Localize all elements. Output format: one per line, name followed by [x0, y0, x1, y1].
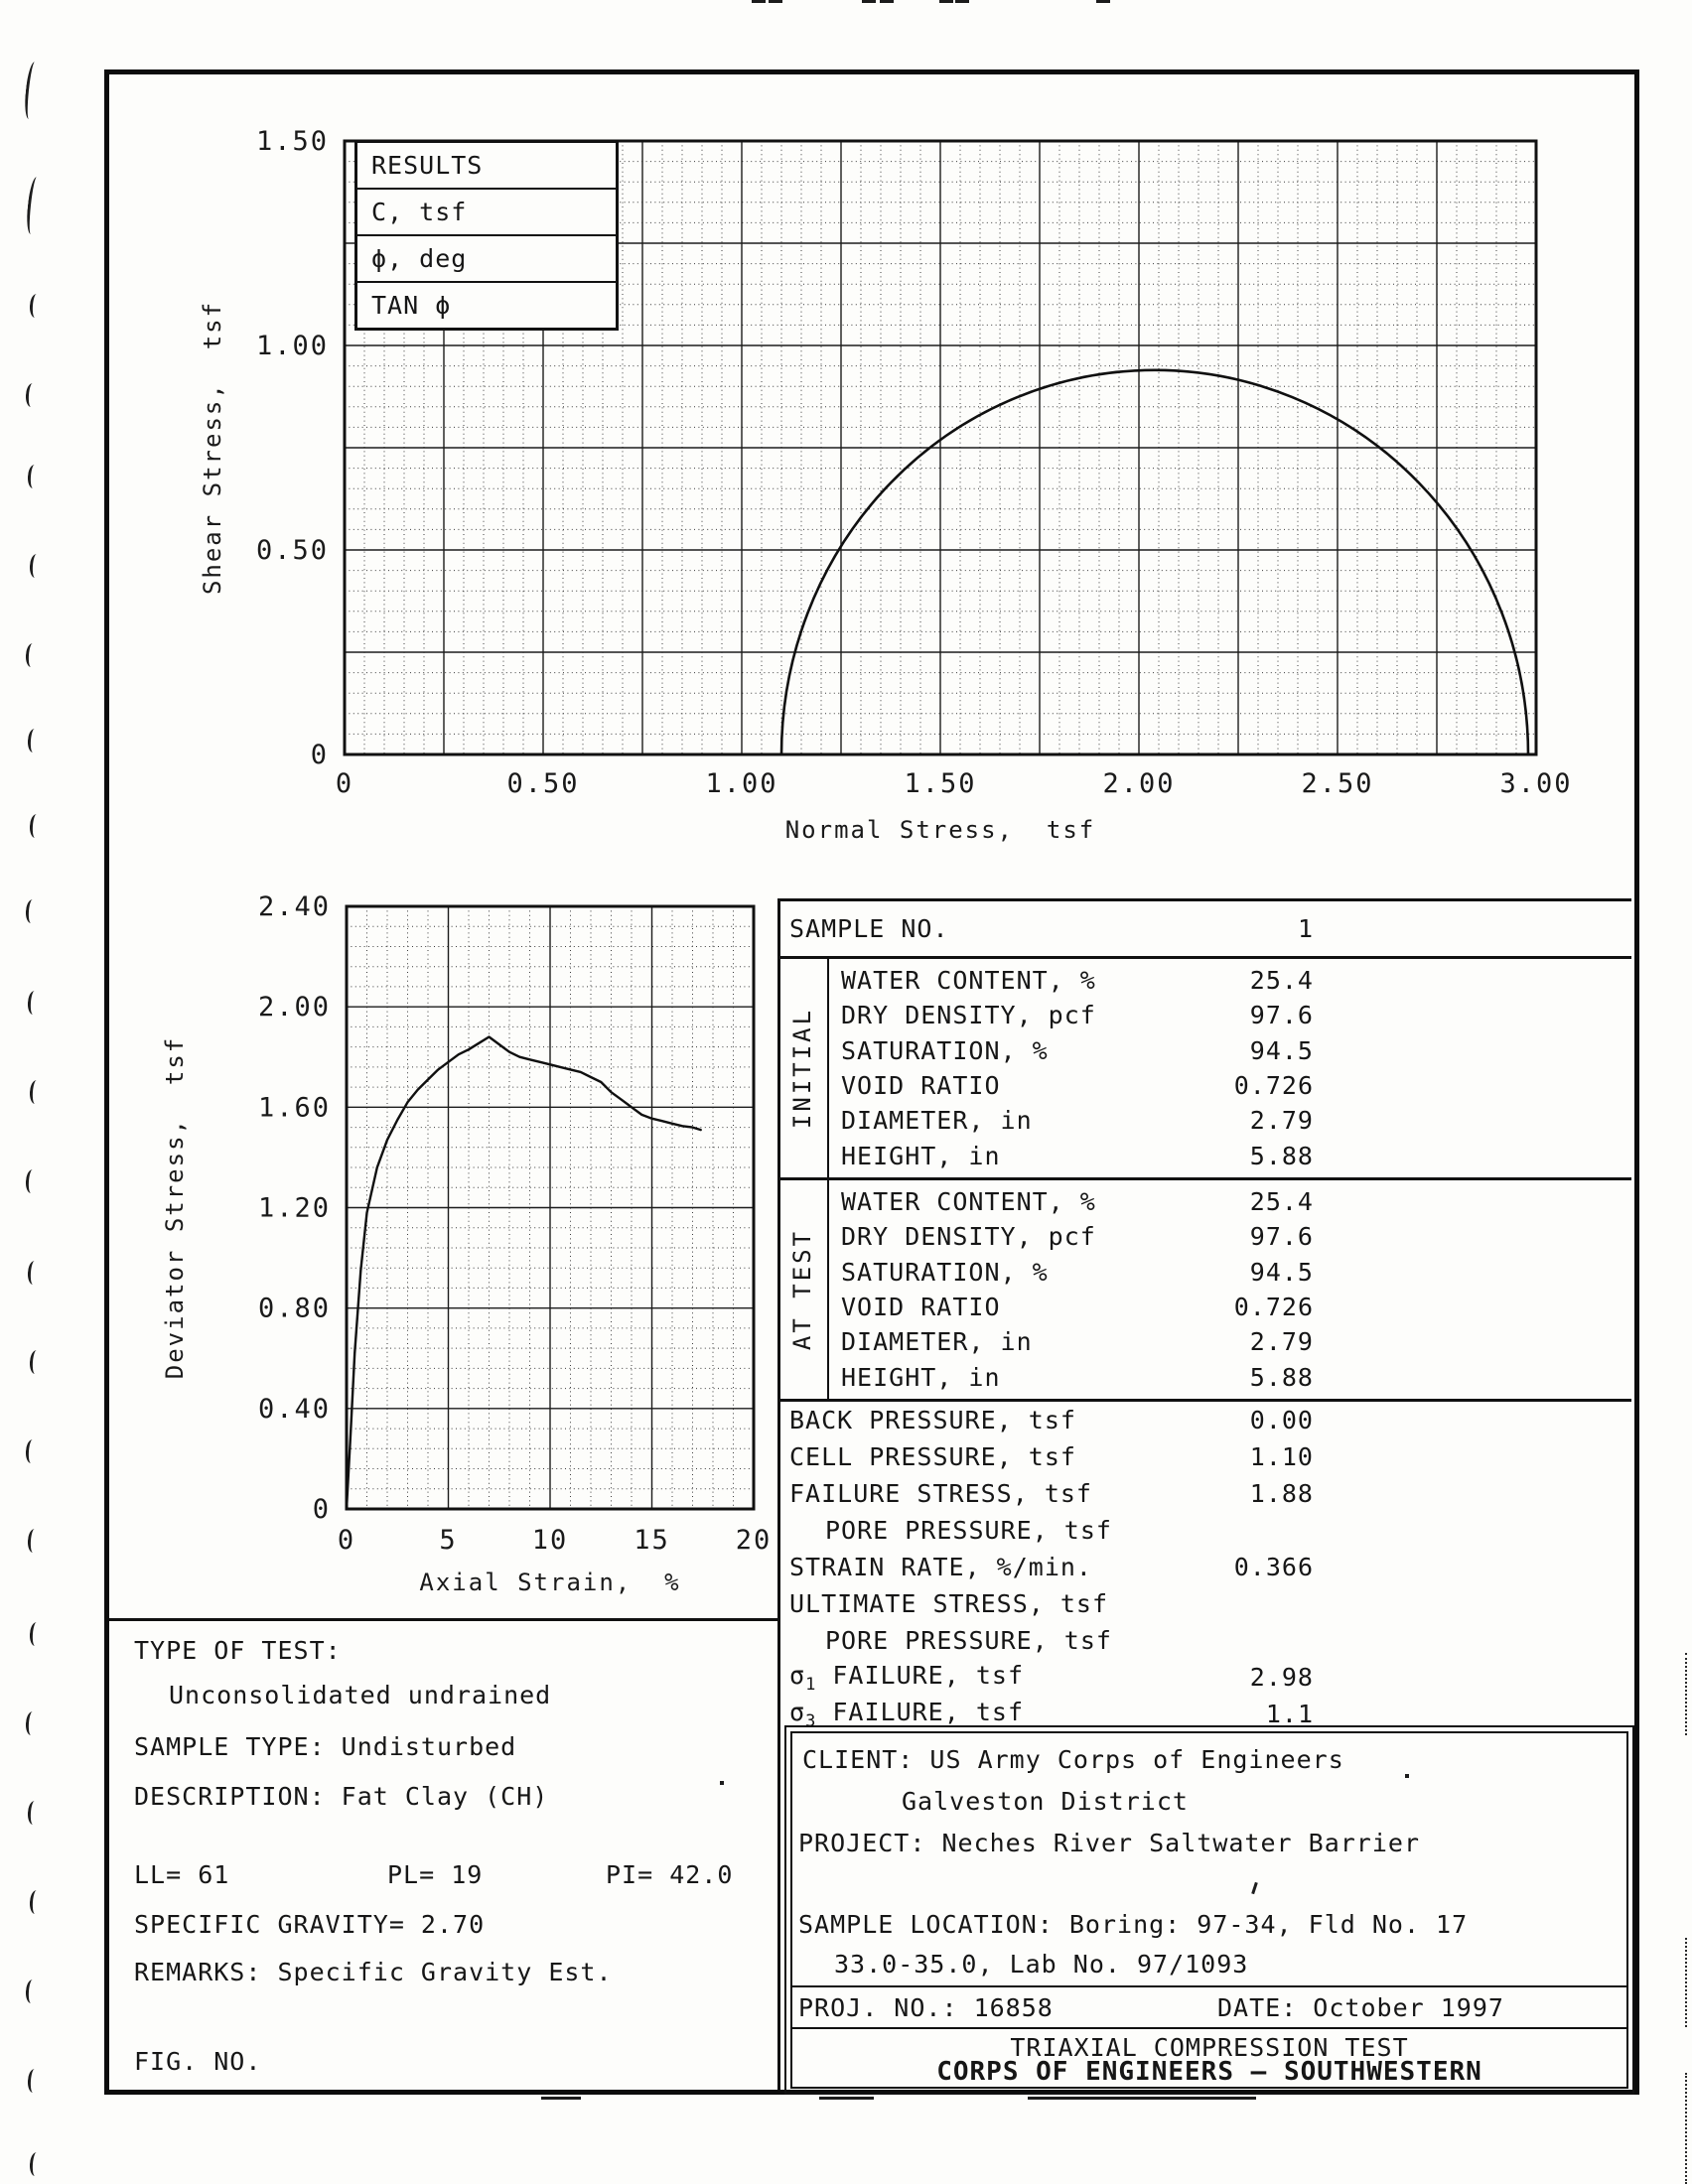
- results-row-tanphi: TAN ϕ: [371, 291, 452, 320]
- scan-artifact-dash: [862, 0, 876, 3]
- y-tick-label: 0: [312, 1494, 331, 1525]
- results-row-phi: ϕ, deg: [357, 236, 616, 283]
- type-of-test-label: TYPE OF TEST:: [134, 1636, 342, 1665]
- client-line: CLIENT: US Army Corps of Engineers: [802, 1745, 1344, 1774]
- initial-group-label: INITIAL: [777, 959, 829, 1177]
- scan-artifact-mark: [25, 1439, 37, 1464]
- x-tick-label: 15: [634, 1525, 670, 1556]
- y-tick-label: 1.60: [257, 1092, 331, 1124]
- results-title: RESULTS: [357, 143, 616, 190]
- x-tick-label: 0: [337, 1525, 356, 1556]
- scan-artifact-mark: [25, 643, 37, 668]
- scan-artifact-speck: [1405, 1774, 1409, 1778]
- results-row-c: C, tsf: [357, 190, 616, 236]
- client-title-box: [784, 1725, 1634, 2095]
- y-tick-label: 0.80: [257, 1293, 331, 1324]
- x-tick-label: 5: [439, 1525, 458, 1556]
- table-row: WATER CONTENT, % 25.4: [841, 966, 1314, 996]
- scan-artifact-mark: [27, 729, 39, 753]
- scan-artifact-dotted-line: [1685, 1938, 1687, 2027]
- scan-artifact-dash: [819, 2097, 874, 2100]
- pressure-results-rows: [777, 1402, 1631, 1732]
- scan-artifact-mark: [25, 1979, 37, 2004]
- x-tick-label: 1.50: [904, 768, 977, 799]
- table-row: CELL PRESSURE, tsf 1.10: [789, 1442, 1314, 1471]
- x-tick-label: 1.00: [705, 768, 778, 799]
- sample-type-line: SAMPLE TYPE: Undisturbed: [134, 1732, 517, 1761]
- x-axis-title: Normal Stress, tsf: [784, 816, 1096, 844]
- x-tick-label: 20: [735, 1525, 773, 1556]
- scan-artifact-mark: [27, 1529, 39, 1554]
- scan-artifact-mark: [29, 814, 41, 839]
- x-tick-label: 3.00: [1499, 768, 1573, 799]
- y-tick-label: 1.00: [255, 331, 329, 361]
- table-row: DRY DENSITY, pcf 97.6: [841, 1222, 1314, 1252]
- remarks-line: REMARKS: Specific Gravity Est.: [134, 1958, 613, 1986]
- stress-strain-chart: [129, 869, 824, 1653]
- y-tick-label: 0.40: [257, 1393, 331, 1425]
- scan-artifact-mark: [23, 62, 39, 120]
- sample-location-line2: 33.0-35.0, Lab No. 97/1093: [834, 1950, 1249, 1979]
- liquid-limit-value: LL= 61: [134, 1860, 230, 1889]
- scan-artifact-mark: [25, 899, 37, 924]
- table-row: DRY DENSITY, pcf 97.6: [841, 1001, 1314, 1030]
- scan-artifact-dash: [752, 0, 766, 3]
- client-title-box-inner: [790, 1731, 1628, 2089]
- table-row: FAILURE STRESS, tsf 1.88: [789, 1479, 1314, 1508]
- table-row-sigma3: $\sigma_3$ FAILURE, tsf 1.1: [789, 1697, 1314, 1731]
- organization-title: CORPS OF ENGINEERS – SOUTHWESTERN: [936, 2057, 1482, 2087]
- y-tick-label: 2.00: [257, 992, 331, 1024]
- y-tick-label: 0: [310, 740, 329, 770]
- test-title: TRIAXIAL COMPRESSION TEST: [1010, 2033, 1409, 2062]
- scan-artifact-dash: [769, 0, 782, 3]
- plasticity-index-value: PI= 42.0: [606, 1860, 734, 1889]
- scan-artifact-mark: [27, 991, 39, 1016]
- scan-artifact-dash: [955, 0, 969, 3]
- project-line: PROJECT: Neches River Saltwater Barrier: [798, 1829, 1420, 1857]
- scan-artifact-mark: [27, 2069, 39, 2094]
- table-row: PORE PRESSURE, tsf: [825, 1626, 1112, 1655]
- scan-artifact-mark: [29, 294, 41, 319]
- table-row: SATURATION, % 94.5: [841, 1257, 1314, 1287]
- y-tick-label: 1.50: [255, 126, 329, 157]
- x-tick-label: 0: [335, 768, 354, 799]
- scan-artifact-dash: [880, 0, 894, 3]
- x-tick-label: 2.00: [1102, 768, 1176, 799]
- scan-artifact-mark: [29, 1350, 41, 1375]
- sigma-symbol: σ: [789, 1660, 806, 1690]
- table-row: STRAIN RATE, %/min. 0.366: [789, 1553, 1314, 1581]
- rule: [792, 1985, 1626, 1987]
- rule: [792, 2027, 1626, 2029]
- table-row-sigma1: $\sigma_1$ FAILURE, tsf 2.98: [789, 1660, 1314, 1695]
- results-legend-box: [354, 140, 619, 331]
- scan-artifact-mark: [25, 1711, 37, 1736]
- scan-artifact-mark: [29, 2152, 41, 2177]
- scan-artifact-mark: [29, 554, 41, 579]
- initial-section: [777, 959, 1631, 1180]
- x-tick-label: 2.50: [1301, 768, 1374, 799]
- y-tick-label: 0.50: [255, 535, 329, 566]
- table-row: BACK PRESSURE, tsf 0.00: [789, 1406, 1314, 1434]
- fig-no-label: FIG. NO.: [134, 2047, 262, 2076]
- client-district-line: Galveston District: [902, 1787, 1189, 1816]
- table-row: HEIGHT, in 5.88: [841, 1362, 1314, 1392]
- table-row: PORE PRESSURE, tsf: [825, 1516, 1112, 1545]
- table-row: WATER CONTENT, % 25.4: [841, 1187, 1314, 1217]
- sample-no-value: 1: [1297, 914, 1314, 943]
- scan-artifact-mark: [27, 465, 39, 489]
- at-test-section: [777, 1180, 1631, 1402]
- scan-artifact-mark: [25, 177, 41, 235]
- sample-no-label: SAMPLE NO.: [789, 914, 949, 943]
- scan-artifact-dash: [1028, 2097, 1256, 2100]
- date-line: DATE: October 1997: [1217, 1993, 1504, 2022]
- y-tick-label: 1.20: [257, 1192, 331, 1224]
- left-panel-top-rule: [109, 1618, 777, 1621]
- description-line: DESCRIPTION: Fat Clay (CH): [134, 1782, 549, 1811]
- table-row: SATURATION, % 94.5: [841, 1035, 1314, 1065]
- table-row: DIAMETER, in 2.79: [841, 1106, 1314, 1136]
- x-tick-label: 0.50: [506, 768, 580, 799]
- y-axis-title: Shear Stress, tsf: [199, 300, 226, 596]
- x-axis-title: Axial Strain, %: [419, 1569, 681, 1596]
- scan-artifact-mark: [25, 383, 37, 408]
- scan-artifact-dash: [939, 0, 953, 3]
- table-row: VOID RATIO 0.726: [841, 1293, 1314, 1322]
- type-of-test-value: Unconsolidated undrained: [169, 1681, 552, 1709]
- scan-artifact-mark: [27, 1801, 39, 1826]
- y-tick-label: 2.40: [257, 891, 331, 922]
- sample-data-table: [777, 898, 1631, 1731]
- scan-artifact-mark: [25, 1169, 37, 1194]
- scan-artifact-mark: [27, 1261, 39, 1286]
- y-axis-title: Deviator Stress, tsf: [161, 1035, 189, 1380]
- table-row: ULTIMATE STRESS, tsf: [789, 1589, 1109, 1618]
- scan-artifact-dash: [541, 2097, 581, 2100]
- scan-artifact-mark: [29, 1890, 41, 1915]
- sample-no-row: [777, 901, 1631, 959]
- specific-gravity-line: SPECIFIC GRAVITY= 2.70: [134, 1910, 486, 1939]
- mohr-circle: [781, 370, 1528, 754]
- scan-artifact-dotted-line: [1685, 2073, 1687, 2184]
- scan-artifact-speck: [720, 1781, 724, 1785]
- scan-artifact-mark: [29, 1080, 41, 1105]
- at-test-group-label: AT TEST: [777, 1180, 829, 1399]
- scan-artifact-dotted-line: [1685, 1653, 1687, 1735]
- table-row: HEIGHT, in 5.88: [841, 1141, 1314, 1170]
- scan-artifact-dash: [1096, 0, 1110, 3]
- x-tick-label: 10: [531, 1525, 569, 1556]
- sigma-symbol: σ: [789, 1697, 806, 1726]
- sample-location-line: SAMPLE LOCATION: Boring: 97-34, Fld No. 17: [798, 1910, 1469, 1939]
- table-row: DIAMETER, in 2.79: [841, 1327, 1314, 1357]
- table-row: VOID RATIO 0.726: [841, 1071, 1314, 1101]
- plastic-limit-value: PL= 19: [387, 1860, 484, 1889]
- proj-no-line: PROJ. NO.: 16858: [798, 1993, 1054, 2022]
- scan-artifact-mark: [29, 1622, 41, 1647]
